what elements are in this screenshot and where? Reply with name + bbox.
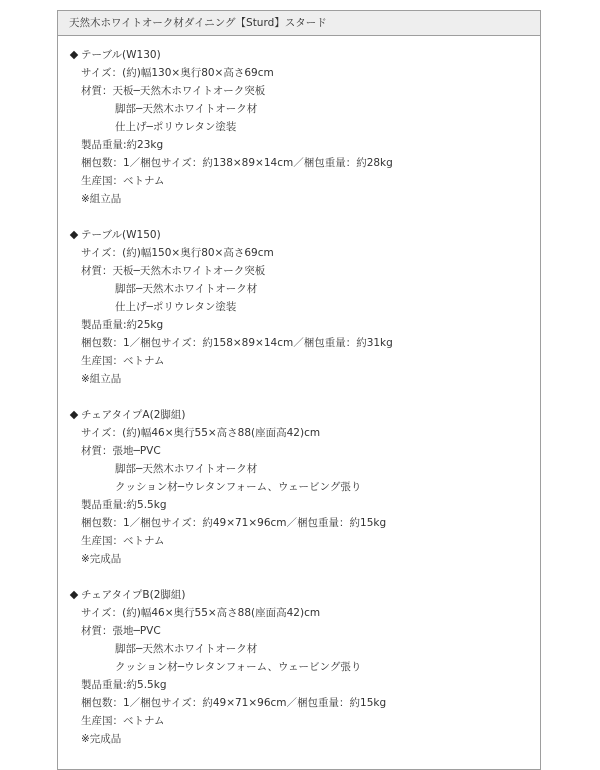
section-heading-text: チェアタイプA(2脚組) — [81, 409, 186, 421]
spec-content — [69, 46, 529, 766]
panel-title: 天然木ホワイトオーク材ダイニング【Sturd】スタード — [58, 11, 540, 36]
assembly-note: ※組立品 — [81, 373, 122, 385]
package-line: 梱包数：1／梱包サイズ：約49×71×96cm／梱包重量：約15kg — [81, 697, 387, 709]
size-line: サイズ：(約)幅150×奥行80×高さ69cm — [81, 247, 274, 259]
weight-line: 製品重量:約5.5kg — [81, 679, 167, 691]
diamond-bullet-icon — [70, 50, 78, 58]
section-heading — [69, 406, 529, 424]
origin-line: 生産国：ベトナム — [81, 355, 165, 367]
assembly-note: ※完成品 — [81, 553, 122, 565]
material-line: 脚部─天然木ホワイトオーク材 — [115, 103, 258, 115]
spec-section-table-w150 — [69, 226, 529, 406]
spec-section-chair-a — [69, 406, 529, 586]
material-line: 仕上げ─ポリウレタン塗装 — [115, 121, 237, 133]
section-heading-text: テーブル(W150) — [81, 229, 161, 241]
size-line: サイズ：(約)幅46×奥行55×高さ88(座面高42)cm — [81, 427, 321, 439]
section-heading — [69, 586, 529, 604]
material-line: クッション材─ウレタンフォーム、ウェービング張り — [115, 661, 362, 673]
weight-line: 製品重量:約25kg — [81, 319, 164, 331]
origin-line: 生産国：ベトナム — [81, 715, 165, 727]
origin-line: 生産国：ベトナム — [81, 535, 165, 547]
material-line: 材質：張地─PVC — [81, 625, 161, 637]
package-line: 梱包数：1／梱包サイズ：約138×89×14cm／梱包重量：約28kg — [81, 157, 393, 169]
section-heading-text: テーブル(W130) — [81, 49, 161, 61]
material-line: 脚部─天然木ホワイトオーク材 — [115, 463, 258, 475]
diamond-bullet-icon — [70, 230, 78, 238]
assembly-note: ※組立品 — [81, 193, 122, 205]
spec-section-chair-b — [69, 586, 529, 766]
material-line: 材質：天板─天然木ホワイトオーク突板 — [81, 85, 266, 97]
weight-line: 製品重量:約5.5kg — [81, 499, 167, 511]
origin-line: 生産国：ベトナム — [81, 175, 165, 187]
material-line: 脚部─天然木ホワイトオーク材 — [115, 283, 258, 295]
size-line: サイズ：(約)幅130×奥行80×高さ69cm — [81, 67, 274, 79]
weight-line: 製品重量:約23kg — [81, 139, 164, 151]
size-line: サイズ：(約)幅46×奥行55×高さ88(座面高42)cm — [81, 607, 321, 619]
material-line: 仕上げ─ポリウレタン塗装 — [115, 301, 237, 313]
section-heading — [69, 226, 529, 244]
material-line: 脚部─天然木ホワイトオーク材 — [115, 643, 258, 655]
package-line: 梱包数：1／梱包サイズ：約49×71×96cm／梱包重量：約15kg — [81, 517, 387, 529]
diamond-bullet-icon — [70, 590, 78, 598]
assembly-note: ※完成品 — [81, 733, 122, 745]
material-line: 材質：天板─天然木ホワイトオーク突板 — [81, 265, 266, 277]
material-line: 材質：張地─PVC — [81, 445, 161, 457]
section-heading — [69, 46, 529, 64]
diamond-bullet-icon — [70, 410, 78, 418]
section-heading-text: チェアタイプB(2脚組) — [81, 589, 186, 601]
spec-panel — [57, 10, 541, 770]
package-line: 梱包数：1／梱包サイズ：約158×89×14cm／梱包重量：約31kg — [81, 337, 393, 349]
material-line: クッション材─ウレタンフォーム、ウェービング張り — [115, 481, 362, 493]
spec-section-table-w130 — [69, 46, 529, 226]
